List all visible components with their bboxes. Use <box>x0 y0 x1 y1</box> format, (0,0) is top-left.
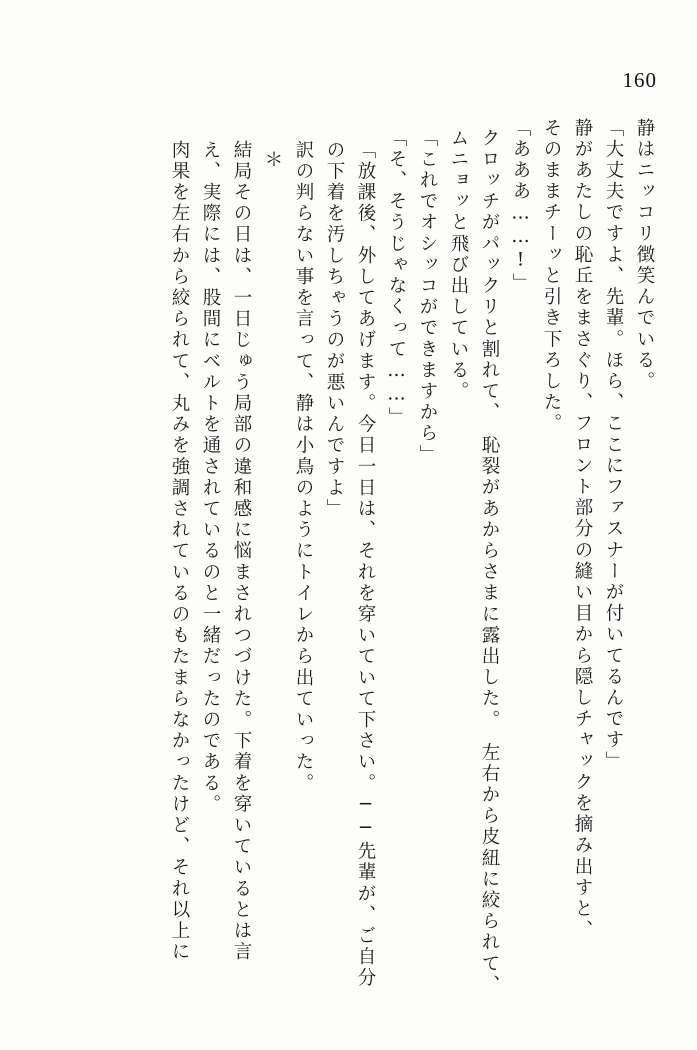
section-separator: ＊ <box>262 150 283 172</box>
text-column: 訳の判らない事を言って、静は小鳥のようにトイレから出ていった。 <box>293 140 314 795</box>
vertical-text-block <box>157 118 653 1018</box>
text-column: 静があたしの恥丘をまさぐり、フロント部分の縫い目から隠しチャックを摘み出すと、 <box>572 118 593 941</box>
text-column: 「これでオシッコができますから」 <box>417 128 438 466</box>
text-column: え、実際には、股間にベルトを通されているのと一緒だったのである。 <box>200 140 221 816</box>
text-column: クロッチがパックリと割れて、 恥裂があからさまに露出した。 左右から皮紐に絞られて、 <box>479 128 500 996</box>
text-column: そのままチーッと引き下ろした。 <box>541 118 562 435</box>
page-number: 160 <box>622 68 657 92</box>
text-column: 「あああ……!」 <box>510 118 531 295</box>
text-column: 「大丈夫ですよ、先輩。ほら、ここにファスナーが付いてるんです」 <box>603 118 624 773</box>
text-column: 「そ、そうじゃなくって……」 <box>386 128 407 429</box>
text-column: 肉果を左右から絞られて、丸みを強調されているのもたまらなかったけど、それ以上に <box>169 140 190 963</box>
text-column: の下着を汚しちゃうのが悪いんですよ」 <box>324 140 345 520</box>
text-column: 「放課後、外してあげます。今日一日は、それを穿いていて下さい。──先輩が、ご自分 <box>355 140 376 989</box>
text-column: 結局その日は、一日じゅう局部の違和感に悩まされつづけた。下着を穿いているとは言 <box>231 140 252 963</box>
text-column: ムニョッと飛び出している。 <box>448 128 469 403</box>
text-column: 静はニッコリ徴笑んでいる。 <box>634 118 655 393</box>
